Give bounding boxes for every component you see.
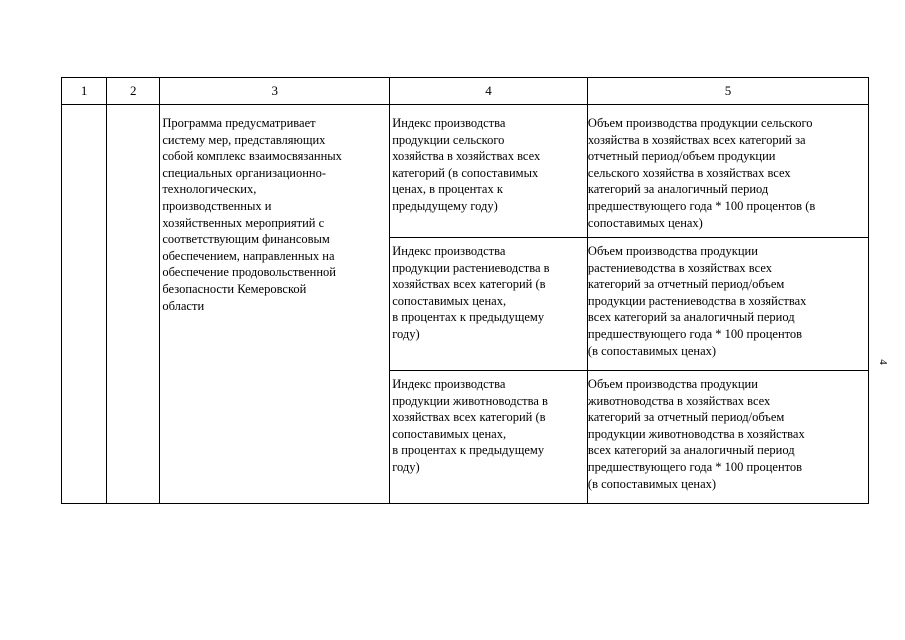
cell-col-1 xyxy=(62,105,107,504)
indicator-text: Индекс производства продукции сельского хозяйства в хозяйствах всех категорий (в сопоставимых ценах, в процентах к предыдущему году) xyxy=(392,116,541,213)
column-header-3: 3 xyxy=(160,78,390,105)
indicator-cell xyxy=(390,105,588,238)
formula-cell xyxy=(587,105,868,238)
column-header-2: 2 xyxy=(107,78,160,105)
indicator-cell xyxy=(390,371,588,504)
formula-cell xyxy=(587,238,868,371)
indicator-text: Индекс производства продукции растениеводства в хозяйствах всех категорий (в сопоставимых ценах, в процентах к предыдущему году) xyxy=(392,244,550,341)
indicators-table xyxy=(61,77,869,504)
column-header-1: 1 xyxy=(62,78,107,105)
table-row xyxy=(62,105,869,238)
program-description-text: Программа предусматривает систему мер, представляющих собой комплекс взаимосвязанных специальных организационно- технологических, производственных и хозяйственных мероприятий с соответствующим финансовым обеспечением, направленных на обеспечение продовольственной безопасности Кемеровской области xyxy=(162,116,342,313)
indicator-text: Индекс производства продукции животноводства в хозяйствах всех категорий (в сопоставимых ценах, в процентах к предыдущему году) xyxy=(392,377,548,474)
indicator-cell xyxy=(390,238,588,371)
cell-col-2 xyxy=(107,105,160,504)
formula-text: Объем производства продукции сельского хозяйства в хозяйствах всех категорий за отчетный период/объем продукции сельского хозяйства в хозяйствах всех категорий за аналогичный период предшествующего года * 100 процентов (в сопоставимых ценах) xyxy=(587,116,816,230)
formula-cell xyxy=(587,371,868,504)
header-row xyxy=(62,78,869,105)
program-description-cell xyxy=(160,105,390,504)
formula-text: Объем производства продукции растениеводства в хозяйствах всех категорий за отчетный период/объем продукции растениеводства в хозяйствах всех категорий за аналогичный период предшествующего года * 100 процентов (в сопоставимых ценах) xyxy=(587,244,807,358)
column-header-4: 4 xyxy=(390,78,588,105)
column-header-5: 5 xyxy=(587,78,868,105)
formula-text: Объем производства продукции животноводства в хозяйствах всех категорий за отчетный период/объем продукции животноводства в хозяйствах всех категорий за аналогичный период предшествующего года * 100 процентов (в сопоставимых ценах) xyxy=(587,377,805,491)
page-number: 4 xyxy=(876,359,889,365)
